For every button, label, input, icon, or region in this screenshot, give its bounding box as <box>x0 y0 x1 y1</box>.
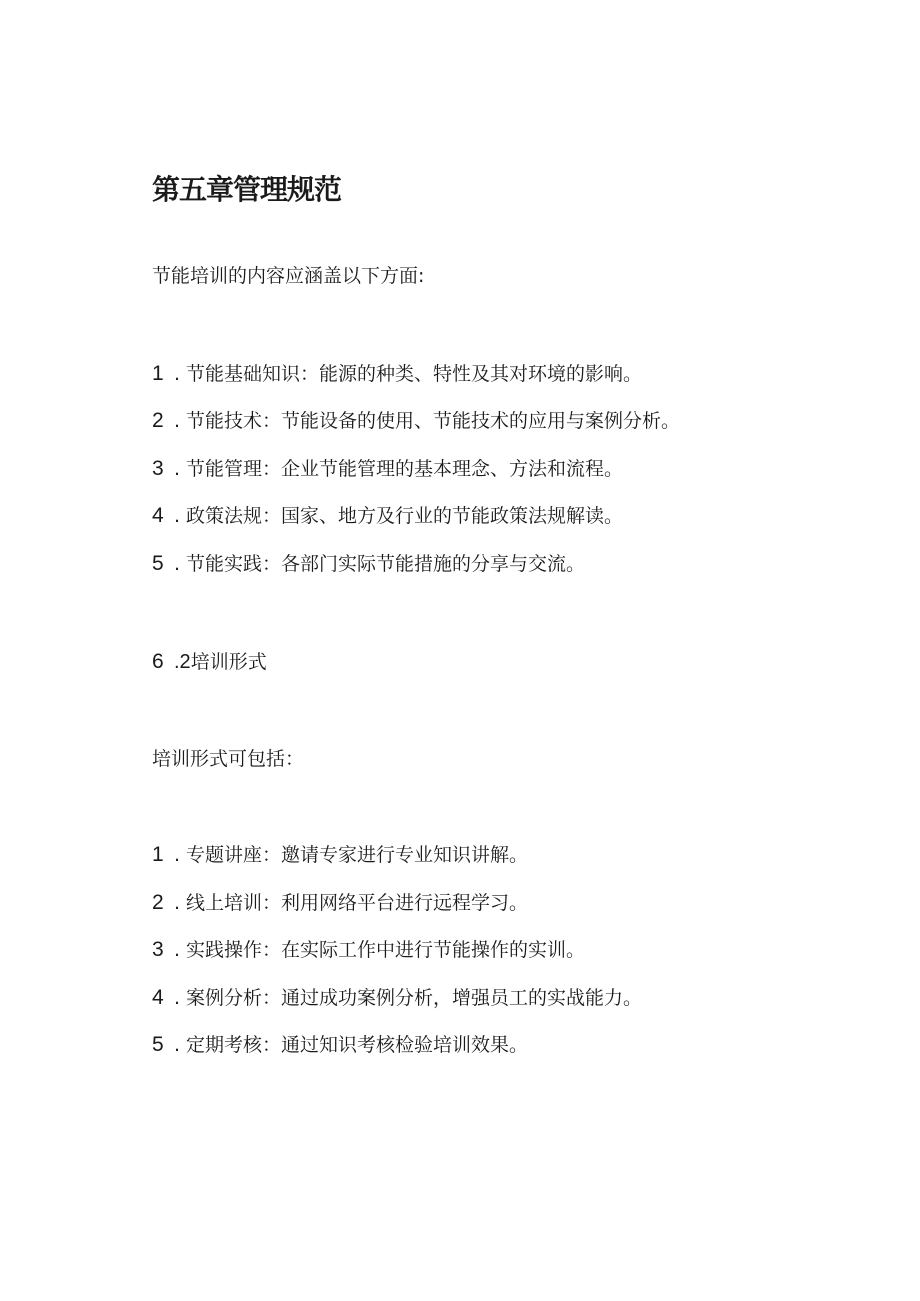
content-list-item <box>152 502 623 530</box>
content-list-item <box>152 455 623 483</box>
content-list-item <box>152 360 642 388</box>
list-item-dot: . <box>174 363 181 385</box>
list-item-dot: . <box>174 844 181 866</box>
intro-paragraph-forms: 培训形式可包括： <box>152 748 305 770</box>
list-item-dot: . <box>174 1034 181 1056</box>
list-item-text: 案例分析：通过成功案例分析，增强员工的实战能力。 <box>186 987 643 1009</box>
list-item-number: 5 <box>152 1033 164 1056</box>
intro-paragraph-content: 节能培训的内容应涵盖以下方面: <box>152 265 425 287</box>
content-list-item <box>152 407 680 435</box>
list-item-number: 2 <box>152 409 164 432</box>
list-item-text: 节能实践：各部门实际节能措施的分享与交流。 <box>186 553 586 575</box>
list-item-text: 节能基础知识：能源的种类、特性及其对环境的影响。 <box>186 363 643 385</box>
section-number: 6 <box>152 650 164 673</box>
list-item-text: 政策法规：国家、地方及行业的节能政策法规解读。 <box>186 505 624 527</box>
form-list-item <box>152 841 528 869</box>
list-item-dot: . <box>174 410 181 432</box>
list-item-text: 节能技术：节能设备的使用、节能技术的应用与案例分析。 <box>186 410 681 432</box>
list-item-number: 2 <box>152 891 164 914</box>
content-list-item <box>152 550 585 578</box>
list-item-dot: . <box>174 553 181 575</box>
list-item-text: 实践操作：在实际工作中进行节能操作的实训。 <box>186 939 586 961</box>
list-item-dot: . <box>174 939 181 961</box>
chapter-title: 第五章管理规范 <box>152 173 342 206</box>
form-list-item <box>152 936 585 964</box>
list-item-number: 1 <box>152 362 164 385</box>
section-heading <box>152 648 267 676</box>
list-item-number: 3 <box>152 457 164 480</box>
list-item-text: 定期考核：通过知识考核检验培训效果。 <box>186 1034 529 1056</box>
form-list-item <box>152 889 528 917</box>
list-item-text: 节能管理：企业节能管理的基本理念、方法和流程。 <box>186 458 624 480</box>
list-item-dot: . <box>174 505 181 527</box>
list-item-dot: . <box>174 458 181 480</box>
list-item-text: 线上培训：利用网络平台进行远程学习。 <box>186 892 529 914</box>
section-label: 培训形式 <box>190 651 267 673</box>
form-list-item <box>152 984 642 1012</box>
list-item-number: 4 <box>152 986 164 1009</box>
list-item-text: 专题讲座：邀请专家进行专业知识讲解。 <box>186 844 529 866</box>
list-item-number: 1 <box>152 843 164 866</box>
list-item-number: 3 <box>152 938 164 961</box>
list-item-number: 5 <box>152 552 164 575</box>
form-list-item <box>152 1031 528 1059</box>
section-code: .2 <box>174 651 191 673</box>
list-item-dot: . <box>174 892 181 914</box>
list-item-dot: . <box>174 987 181 1009</box>
list-item-number: 4 <box>152 504 164 527</box>
